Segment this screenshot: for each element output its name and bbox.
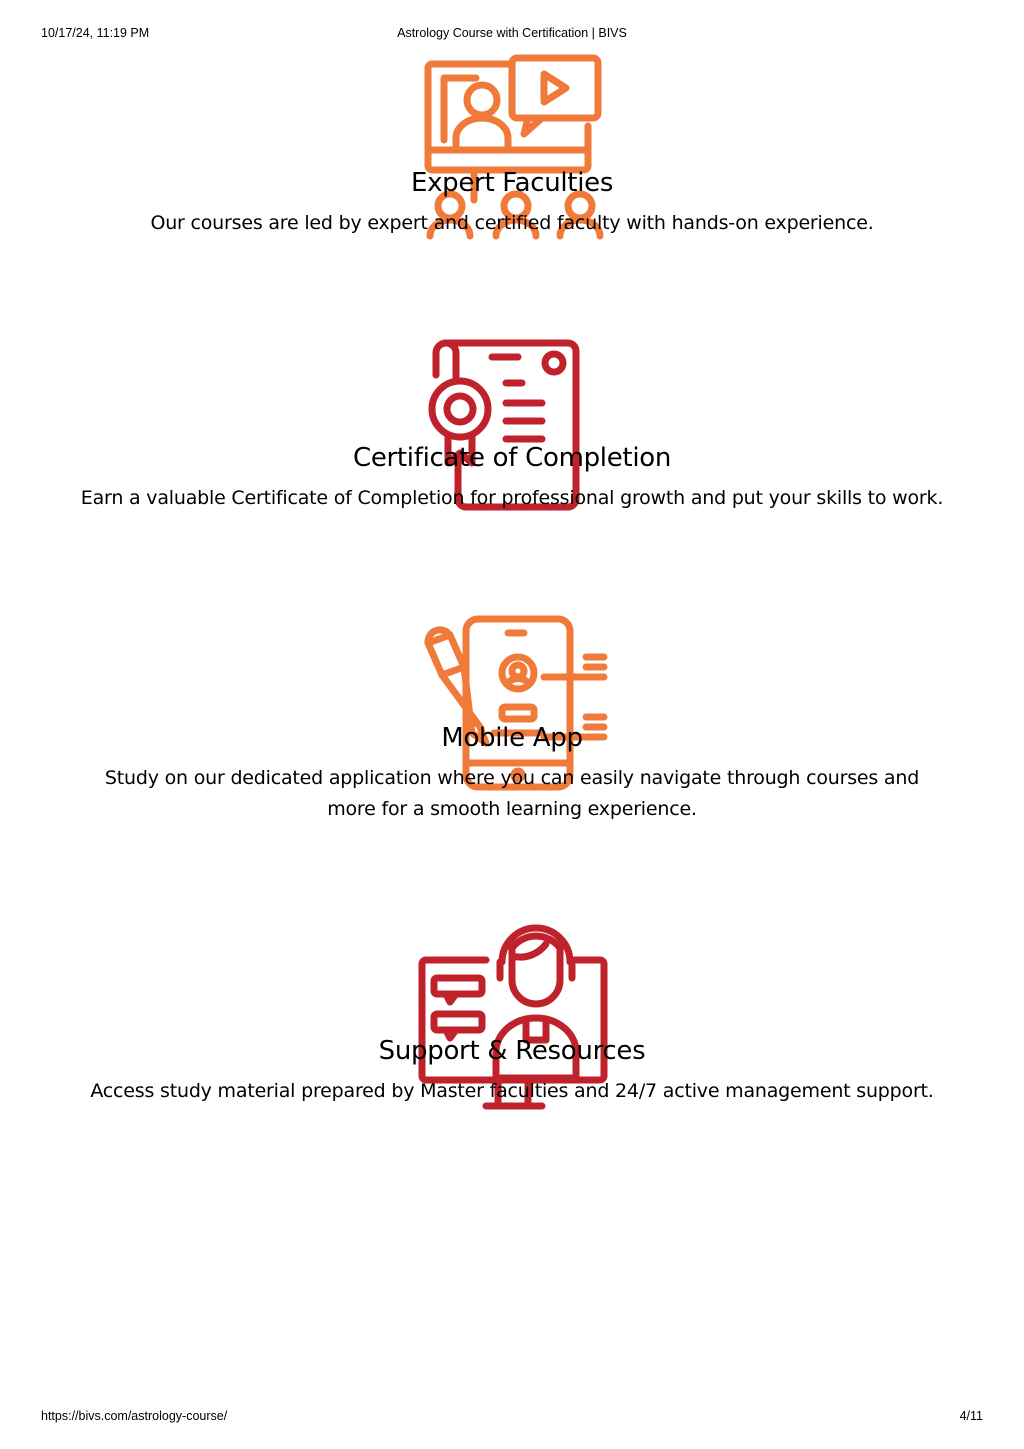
feature-title: Certificate of Completion — [352, 443, 672, 473]
print-datetime: 10/17/24, 11:19 PM — [41, 26, 150, 40]
print-page-title: Astrology Course with Certification | BIVS — [397, 26, 627, 40]
print-footer — [0, 1409, 1024, 1425]
feature-title: Mobile App — [441, 723, 583, 753]
print-url: https://bivs.com/astrology-course/ — [41, 1409, 228, 1423]
feature-support-and-resources — [0, 922, 1024, 1122]
feature-title: Expert Faculties — [410, 168, 614, 198]
print-header — [0, 26, 1024, 42]
print-page-number: 4/11 — [959, 1409, 983, 1423]
feature-description: Earn a valuable Certificate of Completion for professional growth and put your skills to work. — [80, 487, 944, 509]
feature-certificate-of-completion — [0, 335, 1024, 535]
feature-description: Study on our dedicated application where you can easily navigate through courses and more for a smooth learning experience. — [104, 767, 920, 820]
feature-mobile-app — [0, 615, 1024, 845]
feature-expert-faculties — [0, 50, 1024, 250]
feature-description: Our courses are led by expert and certified faculty with hands-on experience. — [150, 212, 874, 234]
feature-description: Access study material prepared by Master faculties and 24/7 active management support. — [90, 1080, 934, 1102]
feature-title: Support & Resources — [378, 1036, 646, 1066]
